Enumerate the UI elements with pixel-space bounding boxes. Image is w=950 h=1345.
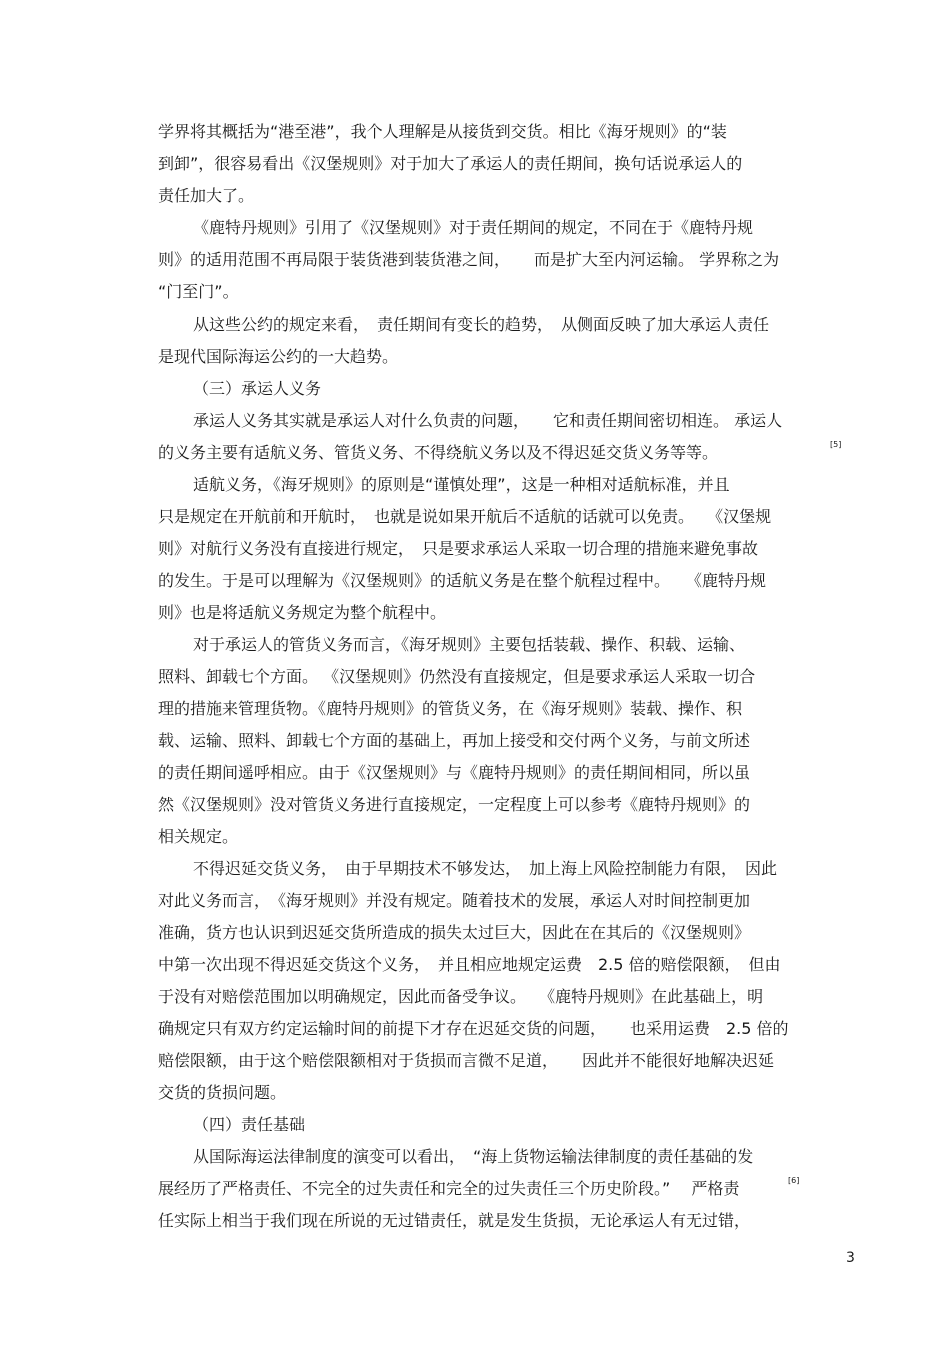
text-line: 的责任期间遥呼相应。由于《汉堡规则》与《鹿特丹规则》的责任期间相同，所以虽 <box>158 763 751 782</box>
text-line: 任实际上相当于我们现在所说的无过错责任，就是发生货损，无论承运人有无过错， <box>158 1211 751 1230</box>
text-line: 理的措施来管理货物。《鹿特丹规则》的管货义务，在《海牙规则》装载、操作、积 <box>158 699 743 718</box>
page-number: 3 <box>846 1250 855 1266</box>
text-line: 对此义务而言， 《海牙规则》并没有规定。随着技术的发展，承运人对时间控制更加 <box>158 891 751 910</box>
text-line: “门至门”。 <box>158 282 239 301</box>
text-line: 对于承运人的管货义务而言，《海牙规则》主要包括装载、操作、积载、运输、 <box>193 635 746 654</box>
text-line: 学界将其概括为“港至港”，我个人理解是从接货到交货。相比《海牙规则》的“装 <box>158 122 727 141</box>
text-line: 则》也是将适航义务规定为整个航程中。 <box>158 603 447 622</box>
text-line: 的发生。于是可以理解为《汉堡规则》的适航义务是在整个航程过程中。 《鹿特丹规 <box>158 571 767 590</box>
text-line: 则》的适用范围不再局限于装货港到装货港之间， 而是扩大至内河运输。 学界称之为 <box>158 250 780 269</box>
text-line: 到卸”，很容易看出《汉堡规则》对于加大了承运人的责任期间，换句话说承运人的 <box>158 154 743 173</box>
text-line: 相关规定。 <box>158 827 239 846</box>
text-line: 中第一次出现不得迟延交货这个义务， 并且相应地规定运费 2.5 倍的赔偿限额， 但由 <box>158 955 781 974</box>
text-line: 责任加大了。 <box>158 186 255 205</box>
text-line: 《鹿特丹规则》引用了《汉堡规则》对于责任期间的规定，不同在于《鹿特丹规 <box>193 218 754 237</box>
footnote-ref: [6] <box>788 1176 800 1185</box>
text-line: 于没有对赔偿范围加以明确规定，因此而备受争议。 《鹿特丹规则》在此基础上，明 <box>158 987 764 1006</box>
text-line: 是现代国际海运公约的一大趋势。 <box>158 347 399 366</box>
text-line: 交货的货损问题。 <box>158 1083 287 1102</box>
section-heading: （四）责任基础 <box>193 1115 306 1134</box>
text-line: 确规定只有双方约定运输时间的前提下才存在迟延交货的问题， 也采用运费 2.5 倍的 <box>158 1019 789 1038</box>
text-line: 的义务主要有适航义务、管货义务、不得绕航义务以及不得迟延交货义务等等。 <box>158 443 719 462</box>
text-line: 适航义务，《海牙规则》的原则是“谨慎处理”，这是一种相对适航标准，并且 <box>193 475 730 494</box>
text-line: 准确，货方也认识到迟延交货所造成的损失太过巨大，因此在在其后的《汉堡规则》 <box>158 923 751 942</box>
text-line: 则》对航行义务没有直接进行规定， 只是要求承运人采取一切合理的措施来避免事故 <box>158 539 759 558</box>
text-line: 只是规定在开航前和开航时， 也就是说如果开航后不适航的话就可以免责。 《汉堡规 <box>158 507 772 526</box>
text-line: 从这些公约的规定来看， 责任期间有变长的趋势， 从侧面反映了加大承运人责任 <box>193 315 770 334</box>
text-line: 展经历了严格责任、不完全的过失责任和完全的过失责任三个历史阶段。” 严格责 <box>158 1179 740 1198</box>
footnote-ref: [5] <box>830 440 842 449</box>
section-heading: （三）承运人义务 <box>193 379 322 398</box>
text-line: 从国际海运法律制度的演变可以看出， “海上货物运输法律制度的责任基础的发 <box>193 1147 754 1166</box>
text-line: 赔偿限额，由于这个赔偿限额相对于货损而言微不足道， 因此并不能很好地解决迟延 <box>158 1051 775 1070</box>
text-line: 照料、卸载七个方面。 《汉堡规则》仍然没有直接规定，但是要求承运人采取一切合 <box>158 667 756 686</box>
text-line: 然《汉堡规则》没对管货义务进行直接规定，一定程度上可以参考《鹿特丹规则》的 <box>158 795 751 814</box>
text-line: 承运人义务其实就是承运人对什么负责的问题， 它和责任期间密切相连。 承运人 <box>193 411 783 430</box>
text-line: 不得迟延交货义务， 由于早期技术不够发达， 加上海上风险控制能力有限， 因此 <box>193 859 778 878</box>
text-line: 载、运输、照料、卸载七个方面的基础上，再加上接受和交付两个义务，与前文所述 <box>158 731 751 750</box>
